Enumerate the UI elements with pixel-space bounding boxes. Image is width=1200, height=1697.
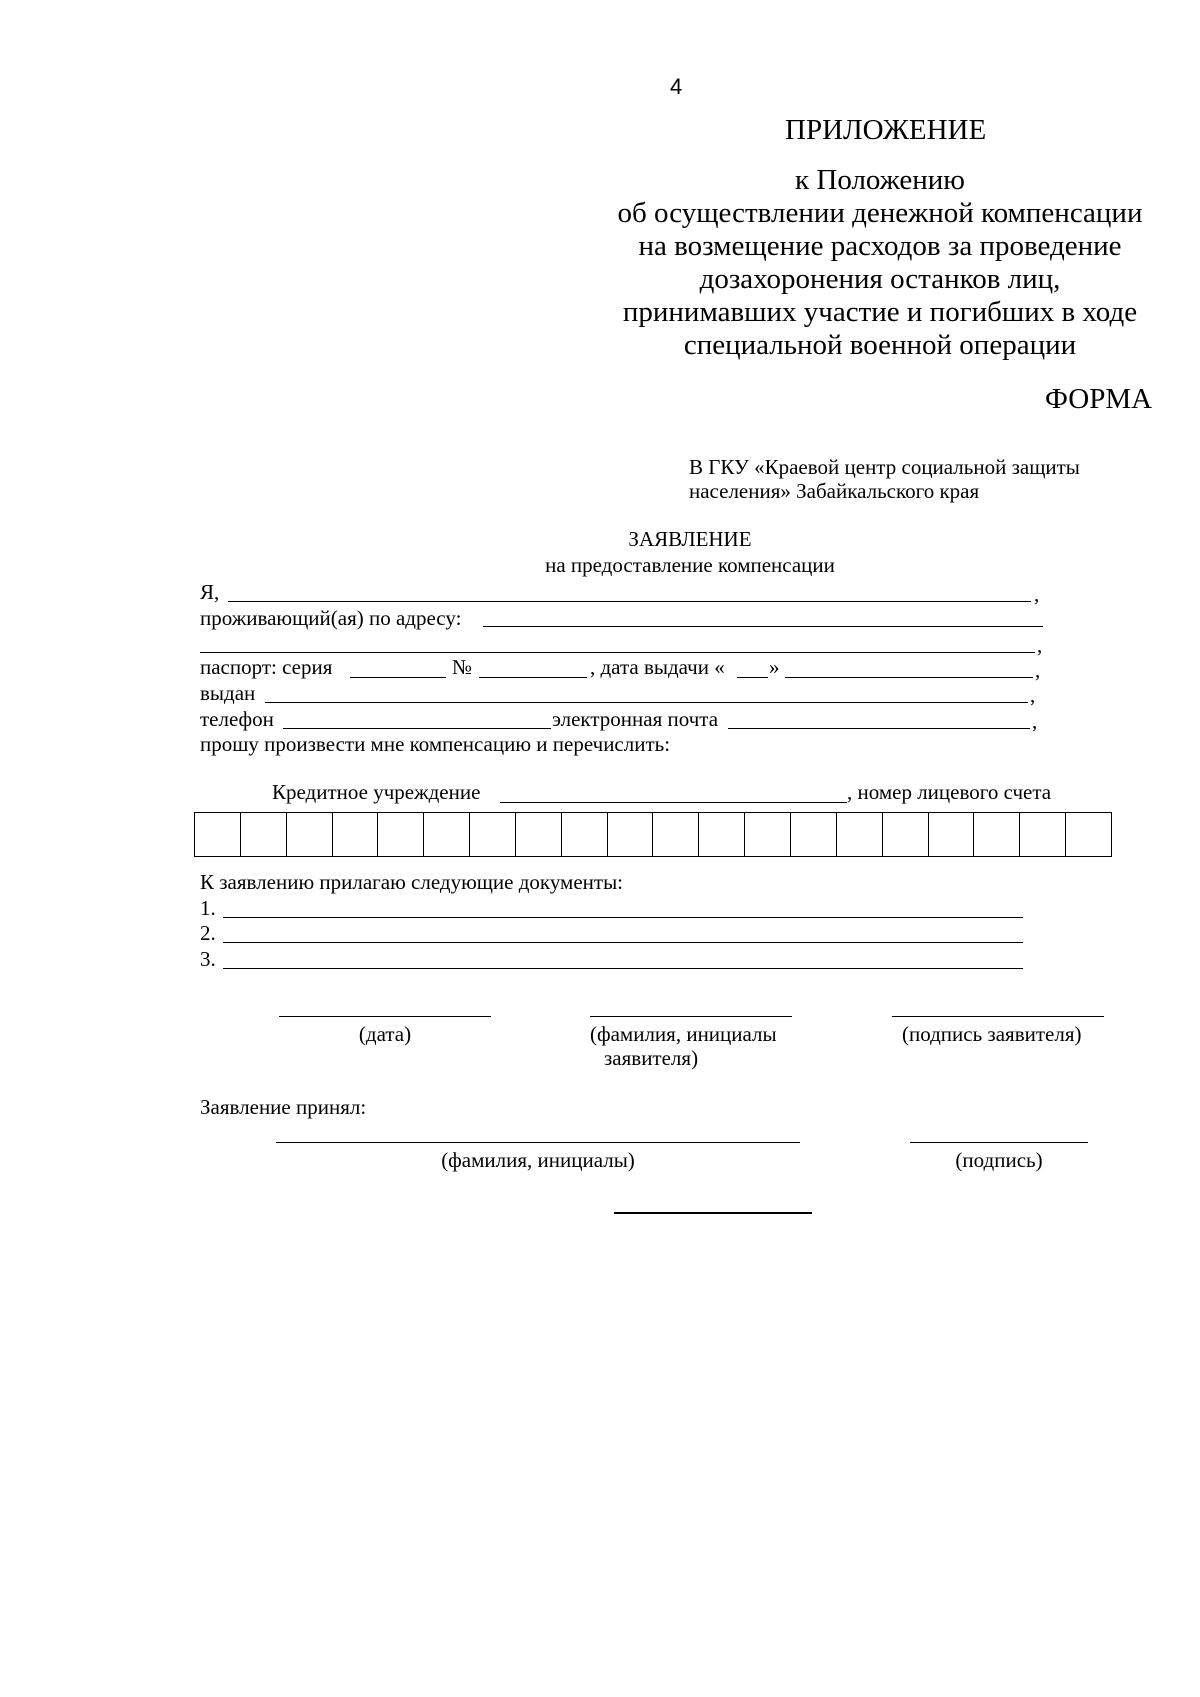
issued-by-label: выдан <box>200 681 256 705</box>
account-digit-cell[interactable] <box>928 813 974 857</box>
accepted-signature-caption: (подпись) <box>955 1148 1043 1172</box>
page-number: 4 <box>670 74 683 99</box>
address-continuation-line[interactable] <box>200 652 1035 653</box>
account-digit-cell[interactable] <box>240 813 286 857</box>
reference-line: дозахоронения останков лиц, <box>699 263 1061 295</box>
email-line[interactable] <box>728 728 1030 729</box>
account-digit-cell[interactable] <box>378 813 424 857</box>
address-line[interactable] <box>483 626 1043 627</box>
issue-date-quote-close: » <box>769 655 780 679</box>
account-digit-cell[interactable] <box>561 813 607 857</box>
accepted-name-caption: (фамилия, инициалы) <box>441 1148 635 1172</box>
reference-line: на возмещение расходов за проведение <box>638 230 1122 262</box>
account-digit-cell[interactable] <box>699 813 745 857</box>
phone-label: телефон <box>200 707 274 731</box>
account-digit-cell[interactable] <box>1020 813 1066 857</box>
comma: , <box>1032 709 1038 733</box>
document-item-line[interactable] <box>223 942 1023 943</box>
applicant-name-caption-line: заявителя) <box>604 1046 699 1070</box>
statement-title: ЗАЯВЛЕНИЕ <box>628 527 752 551</box>
comma: , <box>1030 683 1036 707</box>
account-digit-cell[interactable] <box>790 813 836 857</box>
account-digit-cell[interactable] <box>515 813 561 857</box>
appendix-title: ПРИЛОЖЕНИЕ <box>785 114 987 146</box>
reference-line: принимавших участие и погибших в ходе <box>622 296 1138 328</box>
issue-day-line[interactable] <box>737 677 768 678</box>
account-digit-cell[interactable] <box>745 813 791 857</box>
account-digit-cell[interactable] <box>882 813 928 857</box>
applicant-name-caption-line: (фамилия, инициалы <box>590 1022 777 1046</box>
applicant-name-caption <box>590 1022 777 1070</box>
applicant-signature-line[interactable] <box>892 1016 1104 1017</box>
reference-line: специальной военной операции <box>683 329 1077 361</box>
document-item-number: 3. <box>200 947 216 971</box>
applicant-name-line[interactable] <box>228 601 1031 602</box>
appendix-reference <box>590 164 1170 362</box>
issued-by-line[interactable] <box>265 702 1028 703</box>
document-item-line[interactable] <box>223 917 1023 918</box>
applicant-signature-caption: (подпись заявителя) <box>902 1022 1082 1046</box>
accepted-name-line[interactable] <box>276 1142 800 1143</box>
account-number-cells <box>194 812 1112 857</box>
addressee-line: В ГКУ «Краевой центр социальной защиты <box>689 455 1080 479</box>
credit-institution-label: Кредитное учреждение <box>272 780 481 804</box>
date-caption: (дата) <box>358 1022 412 1046</box>
request-text: прошу произвести мне компенсацию и перечислить: <box>200 732 671 756</box>
email-label: электронная почта <box>552 707 719 731</box>
credit-institution-line[interactable] <box>500 802 847 803</box>
closing-separator <box>614 1212 812 1214</box>
documents-intro: К заявлению прилагаю следующие документы: <box>200 870 624 894</box>
reference-line: к Положению <box>795 164 965 196</box>
account-digit-cell[interactable] <box>653 813 699 857</box>
address-label: проживающий(ая) по адресу: <box>200 606 462 630</box>
statement-subtitle: на предоставление компенсации <box>545 553 835 577</box>
comma: , <box>1034 582 1040 606</box>
addressee <box>689 455 1080 503</box>
account-number-label: , номер лицевого счета <box>847 780 1052 804</box>
accepted-label: Заявление принял: <box>200 1095 367 1119</box>
passport-series-line[interactable] <box>350 677 446 678</box>
document-item-number: 2. <box>200 921 216 945</box>
applicant-label: Я, <box>200 580 220 604</box>
passport-series-label: паспорт: серия <box>200 655 333 679</box>
comma: , <box>1035 658 1041 682</box>
reference-line: об осуществлении денежной компенсации <box>617 197 1143 229</box>
account-digit-cell[interactable] <box>286 813 332 857</box>
account-cells-row <box>195 813 1112 857</box>
issue-date-line[interactable] <box>785 677 1033 678</box>
document-item-number: 1. <box>200 896 216 920</box>
account-digit-cell[interactable] <box>1066 813 1112 857</box>
account-digit-cell[interactable] <box>836 813 882 857</box>
account-digit-cell[interactable] <box>974 813 1020 857</box>
account-digit-cell[interactable] <box>470 813 516 857</box>
account-digit-cell[interactable] <box>607 813 653 857</box>
account-digit-cell[interactable] <box>195 813 241 857</box>
date-line[interactable] <box>279 1016 491 1017</box>
accepted-signature-line[interactable] <box>910 1142 1088 1143</box>
account-digit-cell[interactable] <box>424 813 470 857</box>
passport-number-line[interactable] <box>479 677 587 678</box>
phone-line[interactable] <box>283 728 551 729</box>
addressee-line: населения» Забайкальского края <box>689 479 980 503</box>
applicant-name-sign-line[interactable] <box>590 1016 792 1017</box>
account-digit-cell[interactable] <box>332 813 378 857</box>
comma: , <box>1037 633 1043 657</box>
passport-number-label: № <box>452 655 473 679</box>
issue-date-label: , дата выдачи « <box>590 655 725 679</box>
form-label: ФОРМА <box>1045 383 1153 415</box>
document-item-line[interactable] <box>223 968 1023 969</box>
